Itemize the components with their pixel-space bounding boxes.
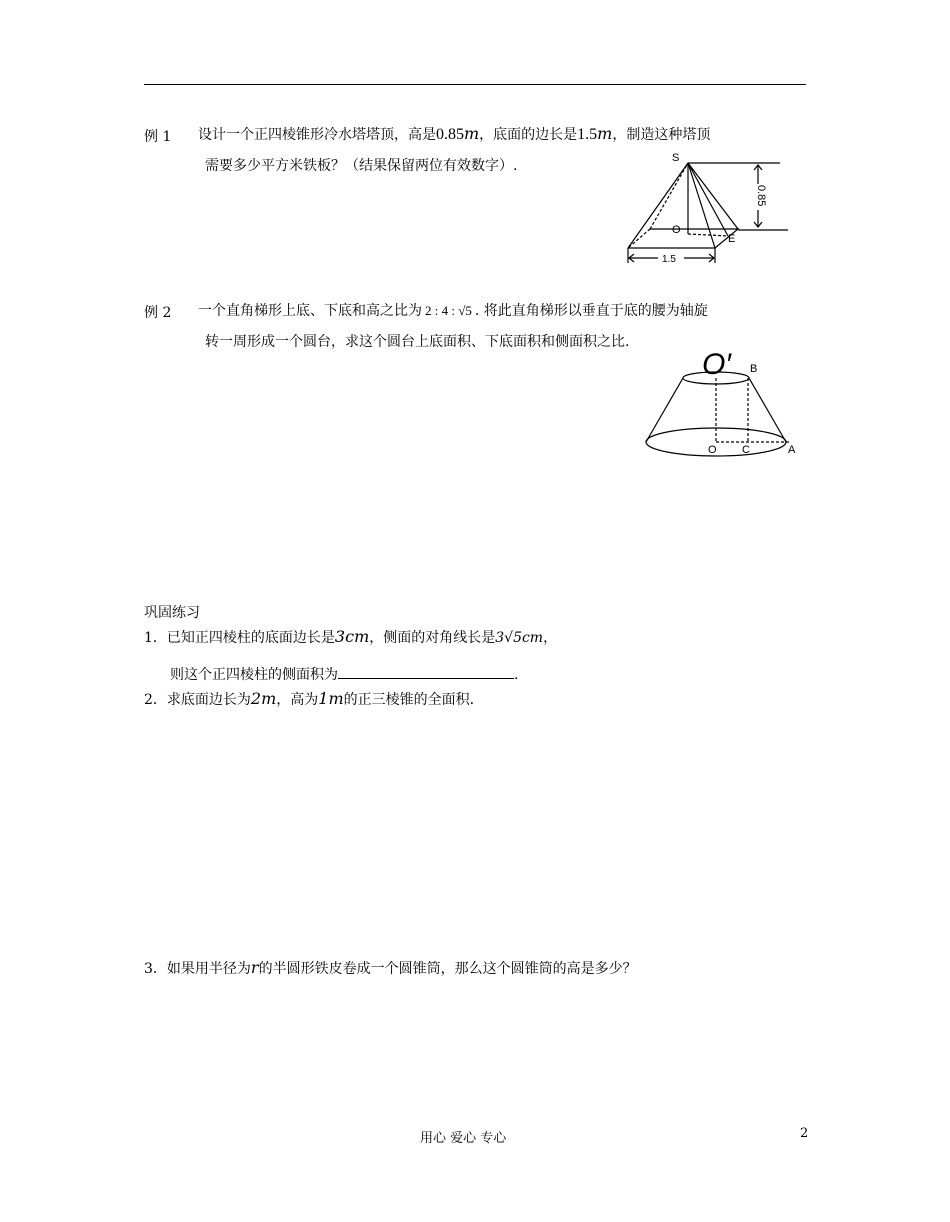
height-unit: m [464, 124, 480, 143]
fig1-label-e: E [728, 233, 736, 245]
q3-text-b: 的半圆形铁皮卷成一个圆锥筒，那么这个圆锥筒的高是多少？ [258, 961, 637, 977]
example-1-line-1 [198, 124, 710, 144]
pyramid-figure [620, 148, 790, 268]
ratio-math: 2 : 4 : √5 [425, 303, 472, 318]
example-2-line-2: 转一周形成一个圆台，求这个圆台上底面积、下底面积和侧面积之比. [205, 334, 630, 350]
q3-math: r [250, 958, 259, 977]
q3-text-a: 3．如果用半径为 [144, 961, 251, 977]
example-2-text-b: . 将此直角梯形以垂直于底的腰为轴旋 [474, 303, 708, 319]
example-1-text-b: ，底面的边长是 [479, 127, 578, 143]
q2-text-c: 的正三棱锥的全面积. [343, 692, 475, 708]
fig2-label-c: C [742, 444, 750, 456]
header-rule [144, 84, 806, 85]
q1-math-1: 3cm [334, 627, 370, 646]
page-number: 2 [800, 1126, 809, 1141]
q1-text-c: ， [543, 630, 558, 646]
practice-heading: 巩固练习 [144, 605, 200, 621]
q2-text-b: ，高为 [276, 692, 319, 708]
fig2-label-o: O [708, 444, 717, 456]
footer-motto: 用心 爱心 专心 [420, 1131, 507, 1146]
practice-q1-line-1 [144, 627, 557, 647]
example-1-line-2: 需要多少平方米铁板？（结果保留两位有效数字）. [205, 158, 518, 174]
fig2-label-b: B [750, 363, 758, 375]
fig1-width-label: 1.5 [662, 254, 676, 265]
practice-q3 [144, 958, 637, 978]
q1-text-b: ，侧面的对角线长是 [369, 630, 496, 646]
q2-text-a: 2．求底面边长为 [144, 692, 251, 708]
example-1-label: 例 1 [144, 129, 172, 145]
q2-math-2: 1m [318, 689, 344, 708]
q2-math-1: 2m [250, 689, 277, 708]
q1-math-2: 3√5cm [495, 630, 544, 646]
q1-text-a: 1．已知正四棱柱的底面边长是 [144, 630, 335, 646]
practice-q2 [144, 689, 474, 709]
side-value: 1.5 [577, 126, 598, 143]
example-2-label: 例 2 [144, 305, 172, 321]
example-2-line-1 [198, 300, 708, 320]
practice-q1-line-2 [170, 664, 518, 684]
frustum-figure [640, 350, 800, 466]
q1-end: . [514, 667, 519, 683]
fig2-label-o-prime: O′ [702, 350, 731, 381]
example-1-text-a: 设计一个正四棱锥形冷水塔塔顶，高是 [198, 127, 436, 143]
height-value: 0.85 [436, 126, 464, 143]
q1-line-2-text: 则这个正四棱柱的侧面积为 [170, 667, 338, 683]
fig1-label-s: S [672, 152, 680, 164]
example-1-text-c: ，制造这种塔顶 [612, 127, 711, 143]
fig1-label-o: O [672, 224, 681, 236]
side-unit: m [597, 124, 613, 143]
fig1-height-label: 0.85 [755, 185, 767, 207]
fig2-label-a: A [788, 444, 796, 456]
q1-answer-blank[interactable] [338, 664, 514, 679]
example-2-text-a: 一个直角梯形上底、下底和高之比为 [198, 303, 422, 319]
